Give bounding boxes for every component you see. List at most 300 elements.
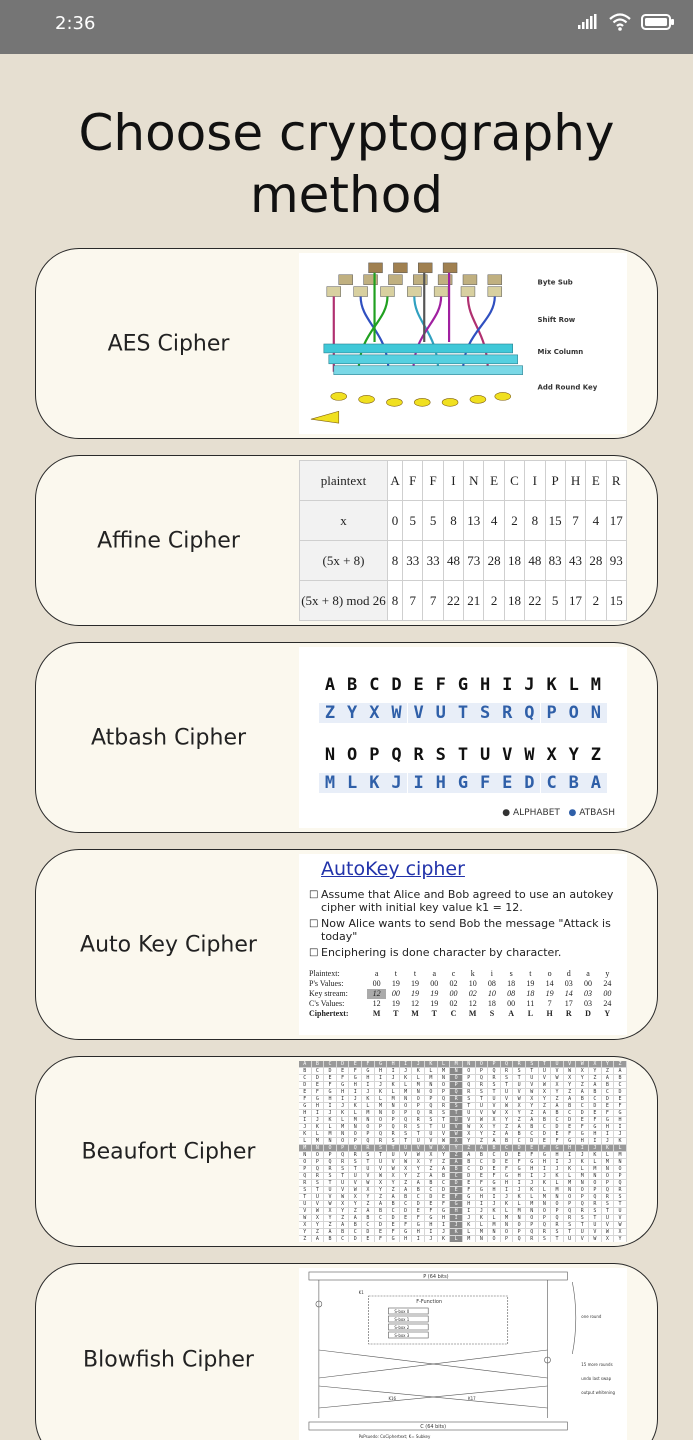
beaufort-cell: L xyxy=(589,1159,602,1166)
beaufort-cell: F xyxy=(375,1236,388,1242)
beaufort-cell: Q xyxy=(526,1229,539,1236)
beaufort-cell: L xyxy=(387,1089,400,1096)
affine-cell: 28 xyxy=(484,541,504,581)
beaufort-cell: J xyxy=(564,1159,577,1166)
beaufort-cell: Z xyxy=(450,1152,463,1159)
atbash-letter: A xyxy=(324,675,336,695)
beaufort-cell: E xyxy=(463,1180,476,1187)
cipher-card-aes[interactable] xyxy=(35,248,658,439)
atbash-letter: O xyxy=(347,745,358,765)
beaufort-cell: K xyxy=(425,1061,438,1068)
atbash-letter: O xyxy=(563,703,585,723)
cipher-card-affine[interactable] xyxy=(35,455,658,626)
beaufort-cell: I xyxy=(362,1082,375,1089)
beaufort-cell: O xyxy=(450,1075,463,1082)
beaufort-cell: H xyxy=(375,1068,388,1075)
beaufort-cell: W xyxy=(488,1110,501,1117)
autokey-cell: a xyxy=(586,969,590,978)
beaufort-cell: J xyxy=(513,1187,526,1194)
beaufort-cell: A xyxy=(450,1159,463,1166)
beaufort-cell: G xyxy=(299,1103,312,1110)
autokey-cell: t xyxy=(413,969,417,978)
aes-byte-sub-blocks xyxy=(327,263,502,297)
beaufort-cell: O xyxy=(476,1061,489,1068)
beaufort-cell: C xyxy=(463,1166,476,1173)
affine-cell: F xyxy=(423,461,443,501)
beaufort-cell: J xyxy=(349,1096,362,1103)
beaufort-cell: R xyxy=(387,1131,400,1138)
aes-step-label: Byte Sub xyxy=(537,278,573,287)
cipher-label: Affine Cipher xyxy=(97,528,240,553)
beaufort-cell: A xyxy=(589,1082,602,1089)
legend-atbash: ATBASH xyxy=(579,808,615,818)
beaufort-cell: L xyxy=(362,1103,375,1110)
beaufort-cell: T xyxy=(501,1082,514,1089)
beaufort-cell: F xyxy=(463,1187,476,1194)
beaufort-cell: K xyxy=(400,1075,413,1082)
beaufort-cell: C xyxy=(564,1110,577,1117)
atbash-letter: I xyxy=(408,773,430,793)
beaufort-cell: C xyxy=(576,1103,589,1110)
beaufort-cell: F xyxy=(324,1082,337,1089)
beaufort-row xyxy=(299,1124,627,1131)
autokey-cell: o xyxy=(547,969,552,978)
beaufort-cell: V xyxy=(362,1173,375,1180)
autokey-cell: 03 xyxy=(584,999,593,1008)
beaufort-cell: T xyxy=(476,1096,489,1103)
beaufort-cell: U xyxy=(501,1089,514,1096)
beaufort-row xyxy=(299,1075,627,1082)
beaufort-cell: N xyxy=(438,1075,451,1082)
beaufort-cell: S xyxy=(375,1145,388,1152)
beaufort-cell: T xyxy=(463,1103,476,1110)
beaufort-cell: W xyxy=(312,1208,325,1215)
autokey-cell: 24 xyxy=(603,979,612,988)
cipher-label: Atbash Cipher xyxy=(90,725,247,750)
beaufort-cell: I xyxy=(425,1229,438,1236)
beaufort-cell: A xyxy=(488,1138,501,1145)
autokey-cell: 12 xyxy=(468,999,477,1008)
beaufort-cell: M xyxy=(476,1229,489,1236)
autokey-cell: 18 xyxy=(526,989,535,998)
beaufort-cell: A xyxy=(375,1201,388,1208)
autokey-cell: 14 xyxy=(564,989,573,998)
beaufort-cell: P xyxy=(438,1089,451,1096)
beaufort-cell: Z xyxy=(564,1089,577,1096)
beaufort-cell: E xyxy=(513,1152,526,1159)
autokey-cell: 19 xyxy=(545,989,554,998)
autokey-cell: k xyxy=(470,969,475,978)
beaufort-cell: B xyxy=(551,1110,564,1117)
beaufort-cell: Q xyxy=(450,1089,463,1096)
aes-step-label: Add Round Key xyxy=(537,383,598,392)
beaufort-cell: H xyxy=(501,1180,514,1187)
beaufort-cell: J xyxy=(412,1061,425,1068)
beaufort-cell: F xyxy=(299,1096,312,1103)
beaufort-cell: Z xyxy=(589,1075,602,1082)
autokey-cell: 03 xyxy=(564,979,573,988)
beaufort-cell: C xyxy=(337,1236,350,1242)
beaufort-cell: M xyxy=(551,1187,564,1194)
beaufort-cell: K xyxy=(551,1173,564,1180)
beaufort-cell: H xyxy=(564,1145,577,1152)
atbash-letter: I xyxy=(502,675,513,695)
beaufort-cell: U xyxy=(476,1103,489,1110)
beaufort-cell: S xyxy=(387,1138,400,1145)
beaufort-cell: O xyxy=(387,1110,400,1117)
beaufort-cell: R xyxy=(602,1194,615,1201)
beaufort-cell: A xyxy=(539,1110,552,1117)
beaufort-row xyxy=(299,1131,627,1138)
beaufort-cell: X xyxy=(324,1208,337,1215)
beaufort-cell: K xyxy=(337,1110,350,1117)
beaufort-cell: C xyxy=(526,1131,539,1138)
affine-cell: 0 xyxy=(388,501,403,541)
beaufort-cell: Z xyxy=(488,1131,501,1138)
beaufort-cell: Q xyxy=(513,1236,526,1242)
atbash-letter: G xyxy=(457,675,469,695)
affine-cell: R xyxy=(606,461,626,501)
beaufort-cell: S xyxy=(501,1075,514,1082)
beaufort-cell: U xyxy=(375,1159,388,1166)
beaufort-tableau xyxy=(299,1061,627,1242)
beaufort-cell: C xyxy=(476,1159,489,1166)
beaufort-cell: P xyxy=(362,1131,375,1138)
beaufort-cell: K xyxy=(476,1215,489,1222)
beaufort-cell: T xyxy=(576,1222,589,1229)
beaufort-cell: H xyxy=(450,1208,463,1215)
beaufort-cell: G xyxy=(488,1180,501,1187)
beaufort-cell: J xyxy=(463,1215,476,1222)
beaufort-cell: Z xyxy=(299,1236,312,1242)
beaufort-cell: G xyxy=(513,1166,526,1173)
beaufort-cell: Q xyxy=(614,1180,627,1187)
beaufort-cell: W xyxy=(539,1082,552,1089)
beaufort-row xyxy=(299,1145,627,1152)
beaufort-cell: G xyxy=(589,1124,602,1131)
beaufort-cell: E xyxy=(299,1089,312,1096)
beaufort-cell: V xyxy=(526,1082,539,1089)
beaufort-cell: L xyxy=(438,1061,451,1068)
beaufort-cell: B xyxy=(564,1103,577,1110)
beaufort-cell: U xyxy=(362,1166,375,1173)
beaufort-cell: S xyxy=(589,1208,602,1215)
affine-cell: 33 xyxy=(423,541,443,581)
beaufort-cell: A xyxy=(501,1131,514,1138)
beaufort-cell: X xyxy=(412,1159,425,1166)
cipher-card-atbash[interactable] xyxy=(35,642,658,833)
beaufort-cell: U xyxy=(349,1173,362,1180)
beaufort-cell: Q xyxy=(463,1082,476,1089)
beaufort-cell: D xyxy=(387,1215,400,1222)
autokey-cell: 19 xyxy=(430,989,439,998)
beaufort-cell: T xyxy=(564,1229,577,1236)
beaufort-cell: J xyxy=(337,1103,350,1110)
beaufort-cell: X xyxy=(539,1089,552,1096)
beaufort-cell: N xyxy=(488,1229,501,1236)
atbash-letter: C xyxy=(541,773,563,793)
beaufort-cell: E xyxy=(488,1166,501,1173)
beaufort-cell: Y xyxy=(312,1222,325,1229)
beaufort-row xyxy=(299,1208,627,1215)
beaufort-cell: V xyxy=(576,1236,589,1242)
blowfish-key: K17 xyxy=(467,1395,476,1402)
affine-cell: 28 xyxy=(586,541,606,581)
beaufort-cell: L xyxy=(450,1236,463,1242)
beaufort-row xyxy=(299,1061,627,1068)
beaufort-cell: M xyxy=(375,1103,388,1110)
atbash-letter: B xyxy=(563,773,585,793)
affine-cell: 17 xyxy=(565,581,585,621)
beaufort-cell: U xyxy=(602,1215,615,1222)
beaufort-cell: I xyxy=(412,1236,425,1242)
beaufort-cell: H xyxy=(589,1131,602,1138)
beaufort-cell: P xyxy=(299,1166,312,1173)
status-bar xyxy=(0,0,693,54)
beaufort-cell: X xyxy=(501,1110,514,1117)
beaufort-cell: Q xyxy=(312,1166,325,1173)
affine-cell: 18 xyxy=(504,541,524,581)
beaufort-cell: U xyxy=(614,1208,627,1215)
beaufort-cell: Q xyxy=(602,1187,615,1194)
beaufort-cell: H xyxy=(463,1201,476,1208)
autokey-cell: Ciphertext: xyxy=(309,1009,349,1018)
beaufort-row xyxy=(299,1187,627,1194)
affine-cell: 93 xyxy=(606,541,626,581)
beaufort-cell: G xyxy=(412,1222,425,1229)
beaufort-cell: N xyxy=(614,1159,627,1166)
beaufort-cell: N xyxy=(463,1061,476,1068)
autokey-cell: 10 xyxy=(468,979,477,988)
beaufort-cell: D xyxy=(614,1089,627,1096)
beaufort-cell: G xyxy=(438,1208,451,1215)
beaufort-cell: O xyxy=(362,1124,375,1131)
beaufort-cell: C xyxy=(589,1096,602,1103)
beaufort-cell: N xyxy=(337,1131,350,1138)
beaufort-cell: O xyxy=(463,1068,476,1075)
beaufort-cell: J xyxy=(438,1229,451,1236)
autokey-cell: T xyxy=(393,1009,399,1018)
beaufort-cell: G xyxy=(312,1096,325,1103)
autokey-cell: d xyxy=(566,969,571,978)
atbash-chart xyxy=(299,647,627,828)
beaufort-cell: N xyxy=(400,1096,413,1103)
beaufort-cell: P xyxy=(312,1159,325,1166)
beaufort-cell: M xyxy=(362,1110,375,1117)
autokey-bullets xyxy=(309,888,617,959)
beaufort-cell: J xyxy=(450,1222,463,1229)
beaufort-cell: A xyxy=(349,1215,362,1222)
beaufort-cell: E xyxy=(312,1082,325,1089)
beaufort-cell: F xyxy=(476,1180,489,1187)
beaufort-cell: A xyxy=(337,1222,350,1229)
autokey-cell: 08 xyxy=(487,979,496,988)
beaufort-cell: M xyxy=(526,1201,539,1208)
beaufort-cell: C xyxy=(614,1082,627,1089)
aes-add-round-key xyxy=(311,392,511,423)
beaufort-cell: L xyxy=(513,1201,526,1208)
beaufort-cell: R xyxy=(589,1201,602,1208)
autokey-cell: a xyxy=(374,969,379,978)
beaufort-cell: Q xyxy=(576,1201,589,1208)
beaufort-cell: I xyxy=(337,1096,350,1103)
beaufort-cell: A xyxy=(425,1173,438,1180)
beaufort-cell: S xyxy=(362,1152,375,1159)
blowfish-note: undo last swap xyxy=(581,1375,612,1382)
beaufort-cell: N xyxy=(513,1215,526,1222)
beaufort-cell: C xyxy=(488,1152,501,1159)
beaufort-cell: O xyxy=(438,1082,451,1089)
affine-cell: 2 xyxy=(504,501,524,541)
beaufort-cell: I xyxy=(488,1194,501,1201)
atbash-letter: R xyxy=(496,703,518,723)
beaufort-cell: I xyxy=(324,1103,337,1110)
beaufort-cell: N xyxy=(589,1173,602,1180)
beaufort-cell: H xyxy=(362,1075,375,1082)
atbash-letter: R xyxy=(413,745,424,765)
beaufort-cell: M xyxy=(589,1166,602,1173)
atbash-letter: A xyxy=(585,773,607,793)
beaufort-cell: L xyxy=(400,1082,413,1089)
atbash-letter: T xyxy=(457,745,469,765)
beaufort-cell: J xyxy=(387,1075,400,1082)
atbash-letter: D xyxy=(518,773,540,793)
beaufort-cell: T xyxy=(602,1208,615,1215)
affine-cell: 5 xyxy=(403,501,423,541)
autokey-cell: C's Values: xyxy=(309,999,345,1008)
beaufort-cell: D xyxy=(539,1131,552,1138)
beaufort-cell: W xyxy=(438,1138,451,1145)
beaufort-cell: R xyxy=(324,1166,337,1173)
beaufort-cell: H xyxy=(476,1194,489,1201)
beaufort-cell: U xyxy=(438,1124,451,1131)
autokey-cell: Y xyxy=(604,1009,611,1018)
atbash-letter: V xyxy=(408,703,430,723)
cipher-card-blowfish[interactable] xyxy=(35,1263,658,1440)
cipher-card-autokey[interactable] xyxy=(35,849,658,1040)
atbash-legend: ● ALPHABET ● ATBASH xyxy=(502,808,615,818)
beaufort-cell: V xyxy=(564,1061,577,1068)
blowfish-top: P (64 bits) xyxy=(423,1273,449,1281)
beaufort-cell: U xyxy=(412,1138,425,1145)
beaufort-cell: B xyxy=(425,1180,438,1187)
beaufort-cell: W xyxy=(602,1229,615,1236)
beaufort-cell: H xyxy=(312,1103,325,1110)
beaufort-cell: I xyxy=(551,1159,564,1166)
beaufort-cell: Q xyxy=(488,1068,501,1075)
autokey-bullet: □ Now Alice wants to send Bob the message "Attack is today" xyxy=(309,917,617,943)
beaufort-cell: Y xyxy=(488,1124,501,1131)
beaufort-cell: P xyxy=(375,1124,388,1131)
beaufort-cell: M xyxy=(400,1089,413,1096)
autokey-cell: 02 xyxy=(468,989,477,998)
atbash-letter: X xyxy=(363,703,385,723)
beaufort-cell: N xyxy=(539,1201,552,1208)
beaufort-cell: I xyxy=(299,1117,312,1124)
beaufort-cell: M xyxy=(324,1131,337,1138)
beaufort-cell: V xyxy=(602,1222,615,1229)
beaufort-cell: L xyxy=(551,1180,564,1187)
affine-cell: 18 xyxy=(504,581,524,621)
beaufort-cell: Z xyxy=(412,1173,425,1180)
autokey-cell: 00 xyxy=(449,989,458,998)
beaufort-cell: G xyxy=(425,1215,438,1222)
affine-cell: N xyxy=(464,461,484,501)
beaufort-cell: R xyxy=(438,1103,451,1110)
beaufort-cell: H xyxy=(299,1110,312,1117)
affine-cell: C xyxy=(504,461,524,501)
beaufort-cell: E xyxy=(400,1215,413,1222)
beaufort-cell: A xyxy=(614,1068,627,1075)
beaufort-cell: Y xyxy=(539,1096,552,1103)
beaufort-cell: D xyxy=(488,1159,501,1166)
beaufort-cell: O xyxy=(602,1173,615,1180)
beaufort-cell: F xyxy=(312,1089,325,1096)
battery-icon xyxy=(641,14,675,30)
affine-cell: 8 xyxy=(388,541,403,581)
autokey-cell: 14 xyxy=(545,979,554,988)
beaufort-cell: O xyxy=(400,1103,413,1110)
beaufort-cell: C xyxy=(375,1215,388,1222)
beaufort-cell: D xyxy=(501,1152,514,1159)
beaufort-cell: L xyxy=(463,1229,476,1236)
atbash-letter: U xyxy=(430,703,452,723)
cipher-card-beaufort[interactable] xyxy=(35,1056,658,1247)
beaufort-cell: S xyxy=(450,1103,463,1110)
beaufort-cell: W xyxy=(425,1145,438,1152)
beaufort-cell: N xyxy=(425,1082,438,1089)
atbash-letter: K xyxy=(363,773,385,793)
beaufort-cell: R xyxy=(614,1187,627,1194)
atbash-letter: D xyxy=(391,675,402,695)
beaufort-cell: N xyxy=(564,1187,577,1194)
beaufort-cell: N xyxy=(576,1180,589,1187)
beaufort-cell: H xyxy=(425,1222,438,1229)
autokey-slide xyxy=(299,854,627,1035)
beaufort-cell: Z xyxy=(539,1103,552,1110)
beaufort-cell: V xyxy=(450,1124,463,1131)
beaufort-row xyxy=(299,1138,627,1145)
beaufort-cell: Z xyxy=(349,1208,362,1215)
beaufort-cell: Q xyxy=(349,1145,362,1152)
beaufort-cell: A xyxy=(400,1187,413,1194)
autokey-heading: AutoKey cipher xyxy=(321,858,465,880)
autokey-cell: 12 xyxy=(367,989,386,999)
blowfish-note: 15 more rounds xyxy=(581,1361,613,1368)
atbash-letter: X xyxy=(546,745,557,765)
beaufort-cell: S xyxy=(488,1082,501,1089)
beaufort-cell: L xyxy=(526,1194,539,1201)
beaufort-cell: F xyxy=(539,1145,552,1152)
beaufort-cell: I xyxy=(513,1180,526,1187)
affine-cell: 48 xyxy=(525,541,545,581)
beaufort-cell: H xyxy=(551,1152,564,1159)
beaufort-cell: S xyxy=(564,1222,577,1229)
beaufort-cell: D xyxy=(324,1068,337,1075)
affine-row-header: (5x + 8) mod 26 xyxy=(300,581,388,621)
beaufort-cell: G xyxy=(324,1089,337,1096)
atbash-letter: Q xyxy=(391,745,402,765)
blowfish-sbox: S-box 1 xyxy=(394,1316,410,1323)
atbash-letter: P xyxy=(369,745,380,765)
beaufort-cell: Y xyxy=(602,1061,615,1068)
beaufort-cell: P xyxy=(425,1096,438,1103)
beaufort-cell: M xyxy=(299,1145,312,1152)
beaufort-cell: B xyxy=(513,1131,526,1138)
affine-cell: 7 xyxy=(403,581,423,621)
beaufort-cell: Y xyxy=(349,1201,362,1208)
beaufort-cell: N xyxy=(312,1145,325,1152)
